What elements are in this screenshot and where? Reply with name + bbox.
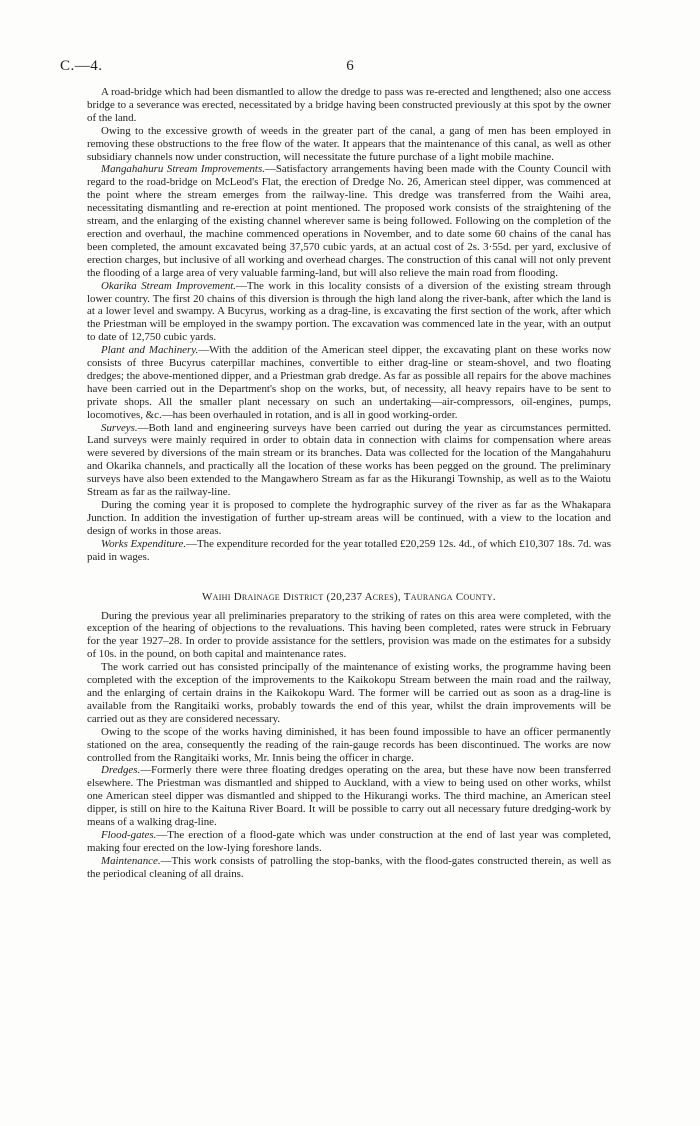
paragraph bbox=[87, 280, 611, 345]
paragraph: During the coming year it is proposed to complete the hydrographic survey of the river as far as the Whakapara Junction. In addition the investigation of further up-stream areas will be continued, with a view to the location and design of works in those areas. bbox=[87, 499, 611, 537]
paragraph-text: —Satisfactory arrangements having been made with the County Council with regard to the road-bridge on McLeod's Flat, the erection of Dredge No. 26, American steel dipper, was commenced at the point where the stream emerges from the railway-line. This dredge was transferred from the Waihi area, necessitating dismantling and re-erection at point mentioned. The proposed work consists of the straightening of the stream, and the enlarging of the existing channel wherever same is being followed. Following on the completion of the erection and overhaul, the machine commenced operations in November, and to date some 60 chains of the canal has been completed, the amount excavated being 37,570 cubic yards, at an actual cost of 2s. 3·55d. per yard, exclusive of erection charges, but inclusive of all working and overhead charges. The construction of this canal will not only prevent the flooding of a large area of very valuable farming-land, but will also relieve the main road from flooding. bbox=[87, 163, 611, 279]
paragraph-text: —This work consists of patrolling the stop-banks, with the flood-gates constructed therein, as well as the periodical cleaning of all drains. bbox=[87, 854, 611, 880]
section-heading: Waihi Drainage District (20,237 Acres), Tauranga County. bbox=[202, 590, 496, 603]
document-reference: C.—4. bbox=[60, 58, 103, 74]
paragraph-heading: Mangahahuru Stream Improvements. bbox=[101, 163, 265, 176]
paragraph-heading: Plant and Machinery. bbox=[101, 344, 199, 357]
document-body bbox=[87, 86, 611, 881]
paragraph-heading: Flood-gates. bbox=[101, 828, 157, 841]
paragraph-heading: Works Expenditure. bbox=[101, 537, 187, 550]
paragraph-heading: Okarika Stream Improvement. bbox=[101, 279, 237, 292]
paragraph: The work carried out has consisted principally of the maintenance of existing works, the programme having been completed with the exception of the improvements to the Kaikokopu Stream between the main road and the railway, and the enlarging of certain drains in the Kaikokopu Ward. The former will be carried out as soon as a drag-line is available from the Rangitaiki works, probably towards the end of this year, whilst the drain improvements will be carried out as they are considered necessary. bbox=[87, 661, 611, 725]
paragraph-text: —With the addition of the American steel dipper, the excavating plant on these works now consists of three Bucyrus caterpillar machines, convertible to either drag-line or steam-shovel, and two floating dredges; the above-mentioned dipper, and a Priestman grab dredge. As far as possible all repairs for the above machines have been carried out in the Department's shop on the works, but, of necessity, all heavy repairs have to be sent to private shops. All the smaller plant necessary on such an undertaking—air-compressors, oil-engines, pumps, locomotives, &c.—has been overhauled in rotation, and is all in good working-order. bbox=[87, 344, 612, 421]
paragraph bbox=[87, 344, 611, 421]
paragraph bbox=[87, 422, 611, 499]
paragraph bbox=[87, 829, 611, 855]
paragraph-heading: Dredges. bbox=[101, 764, 141, 777]
page-number: 6 bbox=[346, 58, 354, 74]
paragraph: A road-bridge which had been dismantled to allow the dredge to pass was re-erected and lengthened; also one access bridge to a severance was erected, necessitated by a bridge having been constructed previously at this spot by the owner of the land. bbox=[87, 86, 611, 124]
paragraph-heading: Surveys. bbox=[101, 421, 138, 434]
paragraph: Owing to the excessive growth of weeds in the greater part of the canal, a gang of men has been employed in removing these obstructions to the free flow of the water. It appears that the maintenance of this canal, as well as other subsidiary channels now under construction, will necessitate the future purchase of a light mobile machine. bbox=[87, 124, 611, 163]
paragraph-text: —Formerly there were three floating dredges operating on the area, but these have now been transferred elsewhere. The Priestman was dismantled and shipped to Auckland, with a view to being used on other works, whilst one American steel dipper was dismantled and shipped to the Hikurangi works. The third machine, an American steel dipper, is still on hire to the Kaituna River Board. It will be possible to carry out all necessary future dredging-work by means of a walking drag-line. bbox=[87, 764, 611, 829]
paragraph-heading: Maintenance. bbox=[101, 854, 161, 867]
page-header bbox=[60, 58, 640, 78]
paragraph-text: —The work in this locality consists of a diversion of the existing stream through lower country. The first 20 chains of this diversion is through the high land along the river-bank, after which the land is at a lower level and swampy. A Bucyrus, working as a drag-line, is excavating the first section of the work, after which the Priestman will be employed in the swampy portion. The excavation was commenced late in the year, with an output to date of 12,750 cubic yards. bbox=[87, 279, 612, 344]
paragraph bbox=[87, 855, 611, 881]
paragraph: Owing to the scope of the works having diminished, it has been found impossible to have an officer permanently stationed on the area, consequently the reading of the rain-gauge records has been discontinued. The works are now controlled from the Rangitaiki works, Mr. Innis being the officer in charge. bbox=[87, 725, 611, 764]
paragraph bbox=[87, 764, 611, 829]
paragraph: During the previous year all preliminaries preparatory to the striking of rates on this area were completed, with the exception of the hearing of objections to the revaluations. This having been completed, rates were struck in February for the year 1927–28. In order to provide assistance for the settlers, provision was made on the estimates for a subsidy of 10s. in the pound, on both capital and maintenance rates. bbox=[87, 609, 611, 661]
paragraph-text: —The expenditure recorded for the year totalled £20,259 12s. 4d., of which £10,307 18s. 7d. was paid in wages. bbox=[87, 537, 611, 563]
paragraph-text: —Both land and engineering surveys have been carried out during the year as circumstances permitted. Land surveys were mainly required in order to obtain data in connection with claims for compensation where areas were severed by diversions of the main stream or its branches. Data was collected for the location of the Mangahahuru and Okarika channels, and practically all the location of these works has been pegged on the ground. The preliminary surveys have also been extended to the Mangawhero Stream as far as the Hikurangi Township, as well as to the Waiotu Stream as far as the railway-line. bbox=[87, 421, 611, 499]
paragraph bbox=[87, 538, 611, 564]
paragraph-text: —The erection of a flood-gate which was under construction at the end of last year was completed, making four erected on the low-lying foreshore lands. bbox=[87, 828, 611, 854]
paragraph bbox=[87, 163, 611, 279]
